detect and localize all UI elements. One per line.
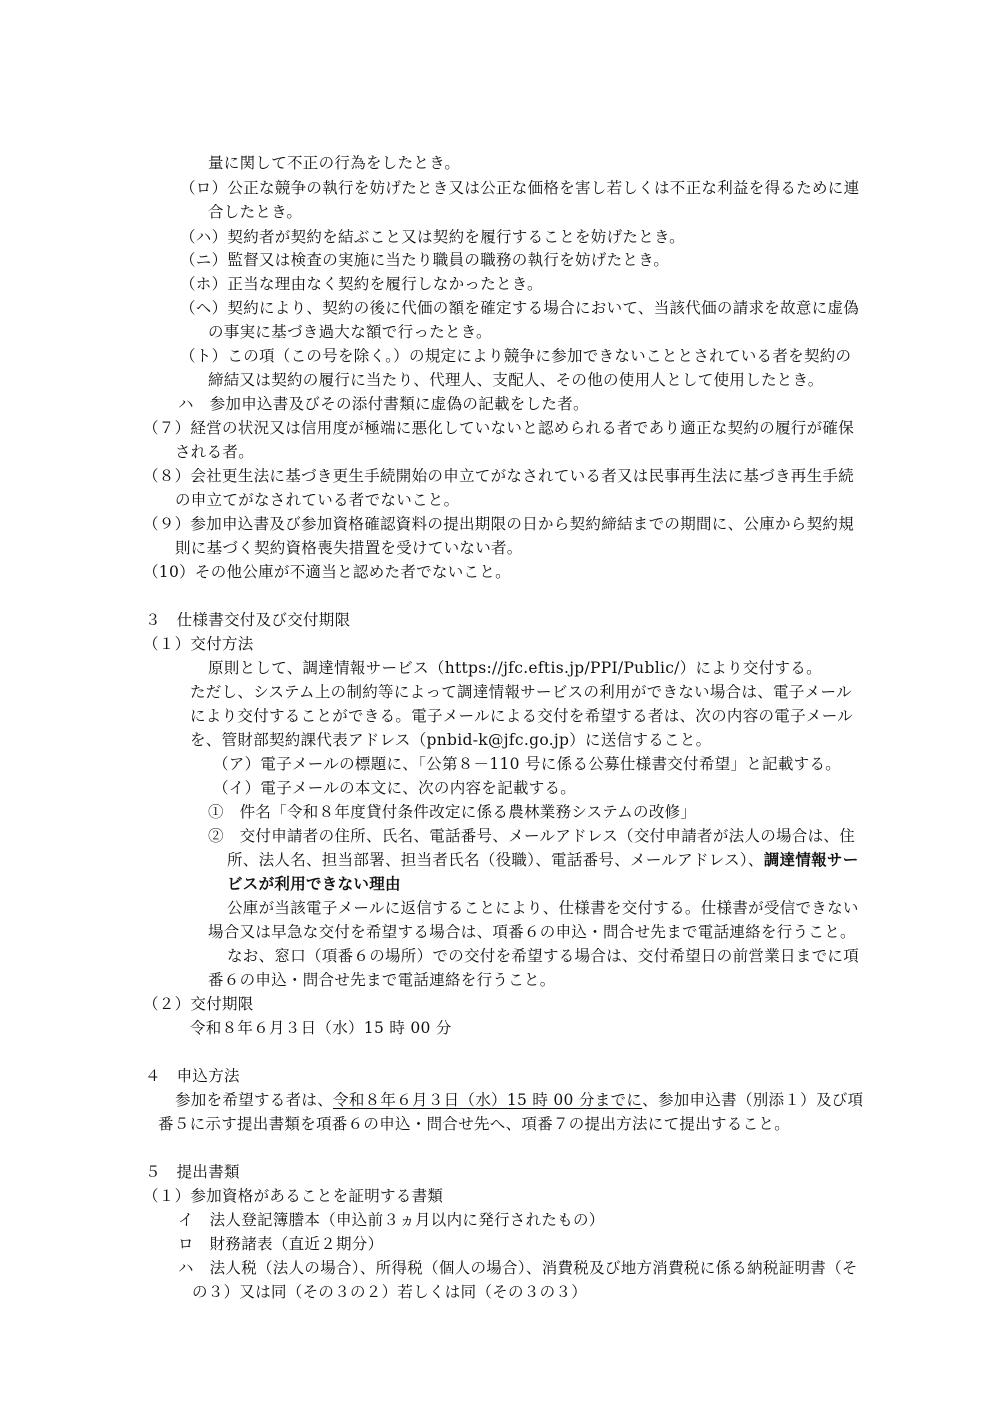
paragraph-line: 番６の申込・問合せ先まで電話連絡を行うこと。 bbox=[208, 971, 556, 989]
section-heading-5: ５ 提出書類 bbox=[145, 1163, 240, 1181]
bold-text: ビスが利用できない理由 bbox=[227, 874, 401, 893]
paragraph-line: により交付することができる。電子メールによる交付を希望する者は、次の内容の電子メール bbox=[190, 707, 853, 725]
paragraph-line: 公庫が当該電子メールに返信することにより、仕様書を交付する。仕様書が受信できない bbox=[227, 899, 859, 917]
list-item-circled-2: ② 交付申請者の住所、氏名、電話番号、メールアドレス（交付申請者が法人の場合は、住 bbox=[208, 827, 856, 845]
list-item-8: （８）会社更生法に基づき更生手続開始の申立てがなされている者又は民事再生法に基づき再生手続 bbox=[143, 467, 855, 485]
list-item-ro: （ロ）公正な競争の執行を妨げたとき又は公正な価格を害し若しくは不正な利益を得るために連 bbox=[180, 179, 860, 197]
list-item-a: （ア）電子メールの標題に、「公第８－110 号に係る公募仕様書交付希望」と記載する。 bbox=[213, 755, 842, 773]
paragraph-line: 場合又は早急な交付を希望する場合は、項番６の申込・問合せ先まで電話連絡を行うこと。 bbox=[208, 923, 856, 941]
text-segment: 、参加申込書（別添１）及び項 bbox=[642, 1091, 864, 1109]
text-line: 量に関して不正の行為をしたとき。 bbox=[208, 154, 461, 172]
list-item-to: （ト）この項（この号を除く。）の規定により競争に参加できないこととされている者を契約の bbox=[180, 347, 852, 365]
list-item-ha-kana: ハ 法人税（法人の場合）、所得税（個人の場合）、消費税及び地方消費税に係る納税証明書（そ bbox=[178, 1259, 858, 1277]
underlined-deadline: 令和８年６月３日（水）15 時 00 分までに bbox=[333, 1091, 643, 1109]
text-line: 締結又は契約の履行に当たり、代理人、支配人、その他の使用人として使用したとき。 bbox=[208, 371, 824, 389]
paragraph-line: を、管財部契約課代表アドレス（pnbid-k@jfc.go.jp）に送信すること。 bbox=[190, 731, 712, 749]
subheading-delivery-deadline: （２）交付期限 bbox=[143, 995, 254, 1013]
paragraph-line: 原則として、調達情報サービス（https://jfc.eftis.jp/PPI/Public/）により交付する。 bbox=[208, 659, 822, 677]
list-item-9: （９）参加申込書及び参加資格確認資料の提出期限の日から契約締結までの期間に、公庫から契約規 bbox=[143, 515, 855, 533]
paragraph-line: なお、窓口（項番６の場所）での交付を希望する場合は、交付希望日の前営業日までに項 bbox=[227, 947, 860, 965]
text-line bbox=[227, 848, 859, 872]
list-item-10: （10）その他公庫が不適当と認めた者でないこと。 bbox=[143, 563, 511, 581]
list-item-7: （７）経営の状況又は信用度が極端に悪化していないと認められる者であり適正な契約の履行が確保 bbox=[143, 419, 855, 437]
text-line: の申立てがなされている者でないこと。 bbox=[175, 491, 460, 509]
subheading-delivery-method: （１）交付方法 bbox=[143, 635, 254, 653]
section-heading-4: ４ 申込方法 bbox=[145, 1067, 240, 1085]
bold-text: 調達情報サー bbox=[763, 850, 859, 869]
deadline-text: 令和８年６月３日（水）15 時 00 分 bbox=[190, 1019, 452, 1037]
list-item-ha: （ハ）契約者が契約を結ぶこと又は契約を履行することを妨げたとき。 bbox=[180, 228, 685, 246]
list-item-ro-kana: ロ 財務諸表（直近２期分） bbox=[178, 1235, 384, 1253]
list-item-ha-kana: ハ 参加申込書及びその添付書類に虚偽の記載をした者。 bbox=[178, 395, 589, 413]
text-line: の３）又は同（その３の２）若しくは同（その３の３） bbox=[192, 1283, 588, 1301]
paragraph-line: ただし、システム上の制約等によって調達情報サービスの利用ができない場合は、電子メール bbox=[190, 683, 852, 701]
list-item-ni: （ニ）監督又は検査の実施に当たり職員の職務の執行を妨げたとき。 bbox=[180, 251, 670, 269]
text-segment: 所、法人名、担当部署、担当者氏名（役職）、電話番号、メールアドレス）、 bbox=[227, 851, 764, 869]
list-item-ho: （ホ）正当な理由なく契約を履行しなかったとき。 bbox=[180, 275, 543, 293]
paragraph-line bbox=[175, 1088, 863, 1112]
text-line: 合したとき。 bbox=[208, 203, 303, 221]
list-item-he: （ヘ）契約により、契約の後に代価の額を確定する場合において、当該代価の請求を故意に虚偽 bbox=[180, 299, 860, 317]
paragraph-line: 番５に示す提出書類を項番６の申込・問合せ先へ、項番７の提出方法にて提出すること。 bbox=[158, 1115, 791, 1133]
text-line: される者。 bbox=[175, 443, 255, 461]
list-item-i: （イ）電子メールの本文に、次の内容を記載する。 bbox=[213, 779, 577, 797]
list-item-circled-1: ① 件名「令和８年度貸付条件改定に係る農林業務システムの改修」 bbox=[208, 803, 697, 821]
section-heading-3: ３ 仕様書交付及び交付期限 bbox=[145, 611, 351, 629]
text-line: の事実に基づき過大な額で行ったとき。 bbox=[208, 323, 492, 341]
text-line: 則に基づく契約資格喪失措置を受けていない者。 bbox=[175, 539, 523, 557]
subheading-eligibility-docs: （１）参加資格があることを証明する書類 bbox=[143, 1187, 444, 1205]
text-segment: 参加を希望する者は、 bbox=[175, 1091, 334, 1109]
list-item-i-kana: イ 法人登記簿謄本（申込前３ヵ月以内に発行されたもの） bbox=[178, 1211, 605, 1229]
